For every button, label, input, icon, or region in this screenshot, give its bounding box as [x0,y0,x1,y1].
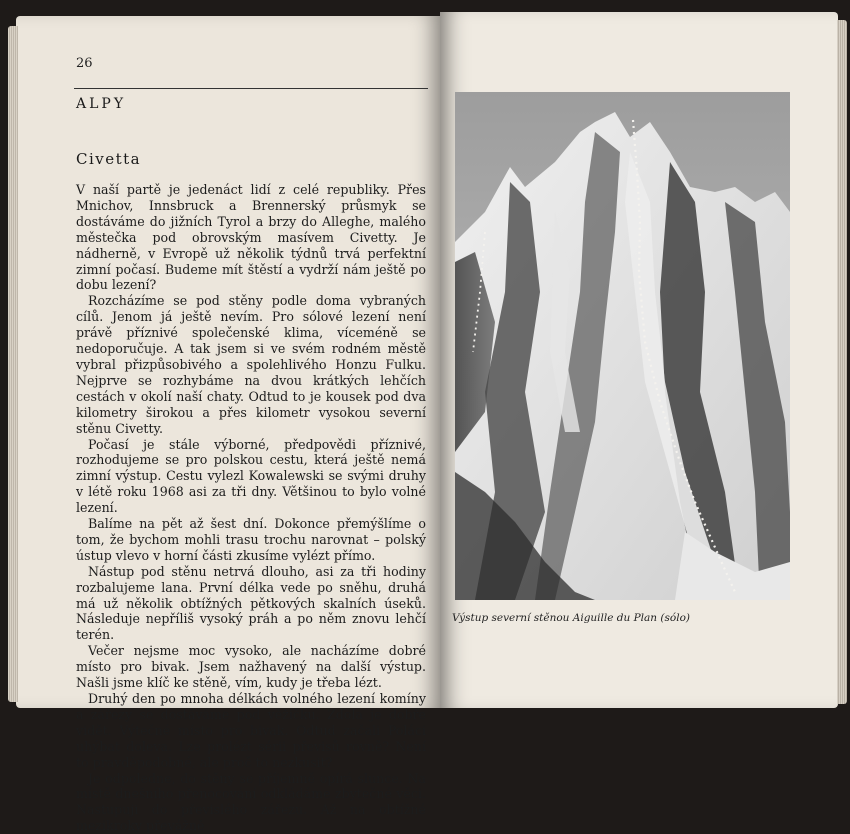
left-page [16,16,440,834]
paragraph: Druhý den po mnoha délkách volného lezení komíny a zářezy se dostáváme pod věžičku. Zdola je dobře vidět. Výtečné místo pro bivak. Odtud začali Poláci uhýbat doleva. Lze prolézt sérii převisů rovně? Není to pravděpodobné, ale proč to nezkusit? [76,691,426,770]
chapter-title: Civetta [76,150,142,168]
photo-caption: Výstup severní stěnou Aiguille du Plan (sólo) [452,612,690,624]
paragraph: Balíme na pět až šest dní. Dokonce přemýšlíme o tom, že bychom mohli trasu trochu narovnat – polský ústup vlevo v horní části zkusíme vylézt přímo. [76,516,426,563]
paragraph: Je odpoledne, do stěny se příjemně opírá slunce. Na místě dnešního přenocování odkládáme zbytečné věci. Nastupuji do převislého zářezu. Až na obtížné mezikroky převážně [76,770,426,834]
open-book [6,8,844,834]
mountain-photo [455,92,790,600]
body-text [76,182,426,834]
section-title: ALPY [76,96,127,112]
paragraph: Rozcházíme se pod stěny podle doma vybraných cílů. Jenom já ještě nevím. Pro sólové lezení není právě příznivé společenské klima, víceméně se nedoporučuje. A tak jsem si ve svém rodném městě vybral přizpůsobivého a spolehlivého Honzu Fulku. Nejprve se rozhybáme na dvou krátkých lehčích cestách v okolí naší chaty. Odtud to je kousek pod dva kilometry širokou a přes kilometr vysokou severní stěnu Civetty. [76,293,426,436]
paragraph: Nástup pod stěnu netrvá dlouho, asi za tři hodiny rozbalujeme lana. První délka vede po sněhu, druhá má už několik obtížných pětkových skalních úseků. Následuje nepříliš vysoký práh a po něm znovu lehčí terén. [76,563,426,643]
mountain-illustration [455,92,790,600]
paragraph: V naší partě je jedenáct lidí z celé republiky. Přes Mnichov, Innsbruck a Brennerský průsmyk se dostáváme do jižních Tyrol a brzy do Alleghe, malého městečka pod obrovským masívem Civetty. Je nádherně, v Evropě už několik týdnů trvá perfektní zimní počasí. Budeme mít štěstí a vydrží nám ještě po dobu lezení? [76,182,426,293]
page-number: 26 [76,56,93,71]
paragraph: Počasí je stále výborné, předpovědi příznivé, rozhodujeme se pro polskou cestu, která ještě nemá zimní výstup. Cestu vylezl Kowalewski se svými druhy v létě roku 1968 asi za tři dny. Většinou to bylo volné lezení. [76,436,426,516]
paragraph: Večer nejsme moc vysoko, ale nacházíme dobré místo pro bivak. Jsem nažhavený na další výstup. Našli jsme klíč ke stěně, vím, kudy je třeba lézt. [76,643,426,691]
section-divider [74,88,428,89]
right-page [440,12,838,708]
